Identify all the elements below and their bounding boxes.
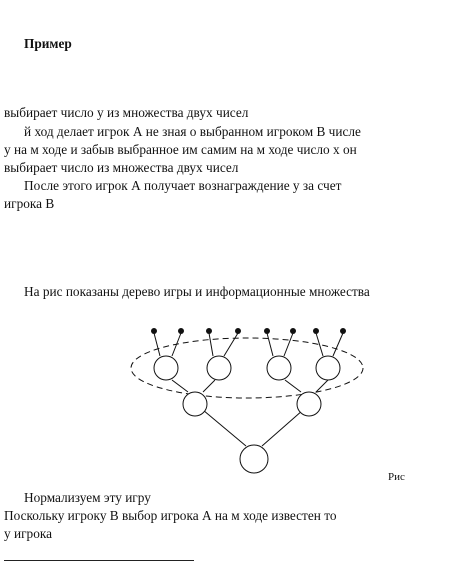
- tree-edge: [285, 380, 301, 392]
- text-line: выбирает число у из множества двух чисел: [4, 105, 249, 120]
- figure-reference-line: На рис показаны дерево игры и информационные множества: [24, 284, 370, 299]
- text-line: После этого игрок А получает вознаграждение у за счет: [24, 178, 342, 193]
- tree-node: [297, 392, 321, 416]
- text-line: выбирает число из множества двух чисел: [4, 160, 239, 175]
- tree-edge: [203, 380, 215, 392]
- text-line: Поскольку игроку В выбор игрока А на м ходе известен то: [4, 508, 337, 523]
- tree-edge: [209, 333, 213, 356]
- leaf-node: [264, 328, 270, 334]
- tree-edge: [154, 333, 160, 356]
- figure-label: Рис: [388, 471, 405, 483]
- root-node: [240, 445, 268, 473]
- heading: Пример: [24, 36, 72, 51]
- leaf-node: [340, 328, 346, 334]
- tree-edge: [224, 333, 238, 356]
- leaf-node: [178, 328, 184, 334]
- tree-edge: [172, 380, 188, 392]
- tree-node: [207, 356, 231, 380]
- tree-edge: [203, 410, 246, 446]
- leaf-node: [290, 328, 296, 334]
- tree-edge: [262, 410, 303, 446]
- text-line: й ход делает игрок А не зная о выбранном игроком В числе: [24, 124, 361, 139]
- tree-node: [154, 356, 178, 380]
- leaf-node: [235, 328, 241, 334]
- tree-edge: [333, 333, 343, 356]
- footnote-rule: [4, 560, 194, 561]
- tree-node: [267, 356, 291, 380]
- tree-edge: [267, 333, 273, 356]
- text-line: игрока В: [4, 196, 55, 211]
- leaf-node: [151, 328, 157, 334]
- tree-node: [183, 392, 207, 416]
- leaf-node: [313, 328, 319, 334]
- text-line: у игрока: [4, 526, 52, 541]
- tree-node: [316, 356, 340, 380]
- text-line: Нормализуем эту игру: [24, 490, 151, 505]
- leaf-node: [206, 328, 212, 334]
- text-line: у на м ходе и забыв выбранное им самим на м ходе число х он: [4, 142, 357, 157]
- tree-edge: [284, 333, 293, 356]
